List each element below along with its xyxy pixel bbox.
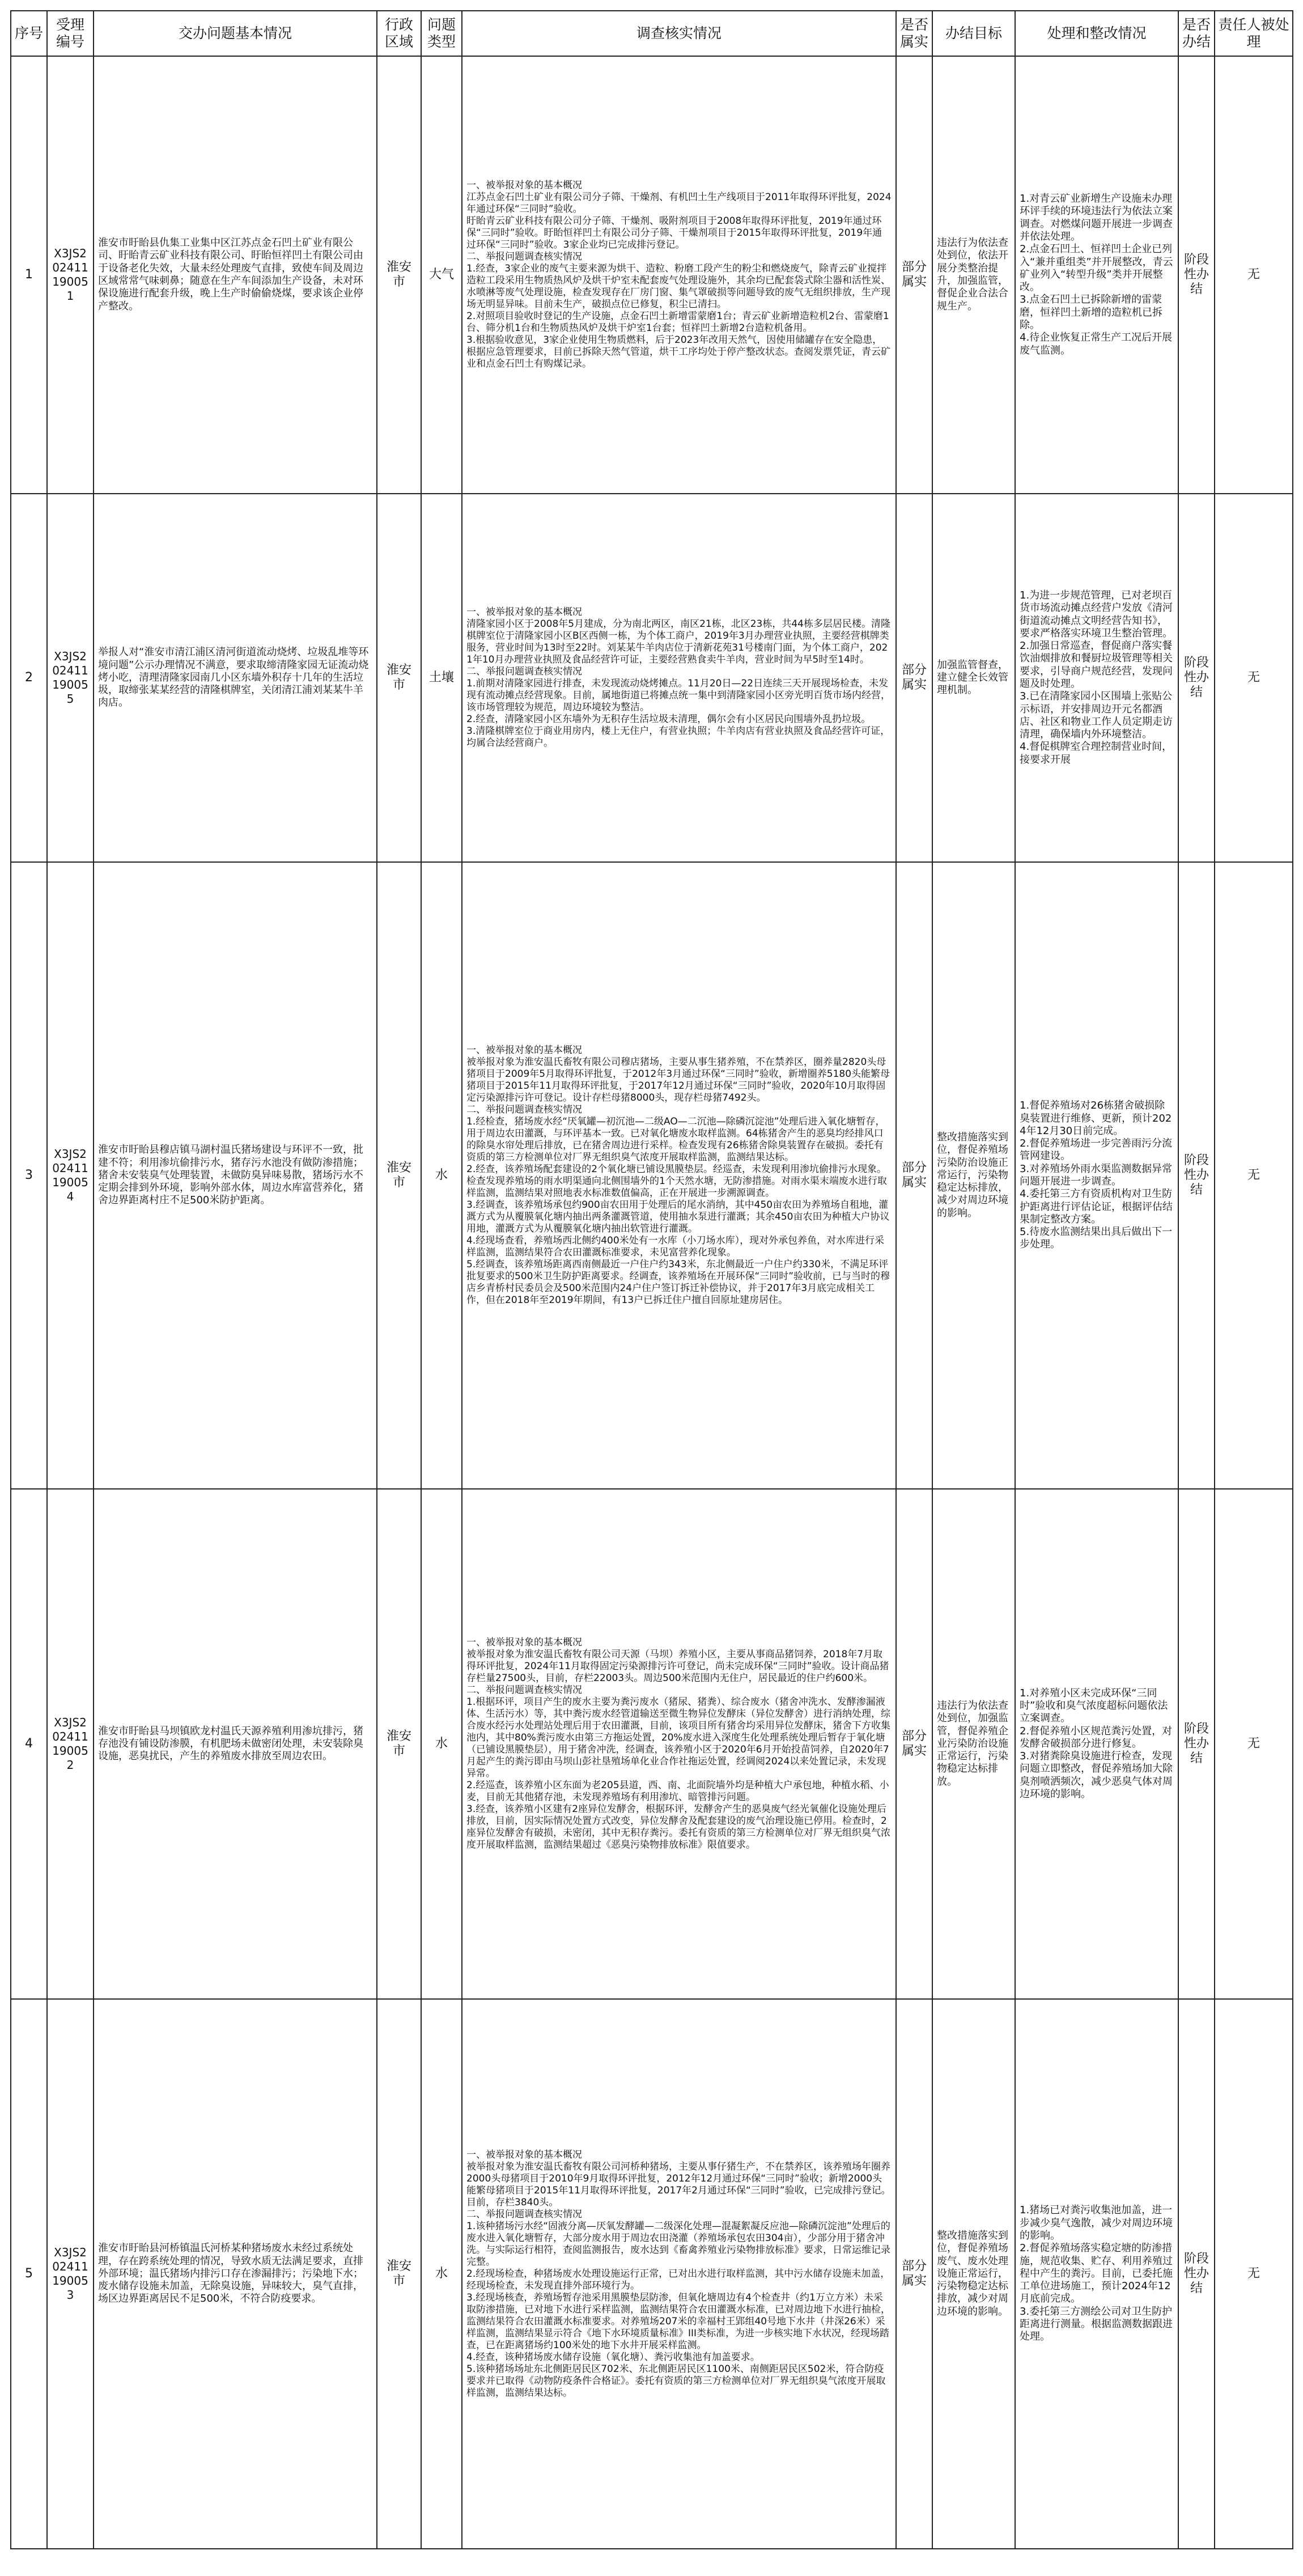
table-row (11, 56, 1293, 494)
investigation-text: 一、被举报对象的基本概况 被举报对象为淮安温氏畜牧有限公司河桥种猪场，主要从事仔猪生产，不在禁养区，该养殖场年圈养2000头母猪项目于2010年9月取得环评批复，2012年12月通过环保“三同时”验收；新增2000头能繁母猪项目于2015年11月取得环评批复，2017年2月通过环保“三同时”验收，已完成排污登记。目前，存栏3840头。 二、举报问题调查核实情况 1.该种猪场污水经“固液分离—厌氧发酵罐—二级深化处理—混凝絮凝反应池—除磷沉淀池”处理后的废水进入氧化塘暂存，大部分废水用于周边农田浇灌（养殖场承包农田304亩），少部分用于猪舍冲洗。与实际运行相符，查阅监测报告，废水达到《畜禽养殖业污染物排放标准》要求，日常运维记录完整。 2.经现场检查，种猪场废水处理设施运行正常，已对出水进行取样监测，其中污水储存设施未加盖，经现场检查，未发现直排外部环境行为。 3.经现场核查，养殖场暂存池采用黑膜垫层防渗，但氧化塘周边有4个检查井（约1万立方米）未采取防渗措施，已对地下水进行采样监测，监测结果符合农田灌溉水标准，已对周边地下水进行抽检，监测结果符合农田灌溉水标准要求。对养殖场207米的幸福村王郢组40号地下水井（井深26米）采样监测，监测结果显示符合《地下水环境质量标准》III类标准，为进一步核实地下水状况，经现场踏查，已在距离猪场约100米处的地下水井开展采样监测。 4.经查，该种猪场废水储存设施（氧化塘）、粪污收集池有加盖要求。 5.该种猪场场址东北侧距居民区702米、东北侧距居民区1100米、南侧距居民区502米，符合防疫要求并已取得《动物防疫条件合格证》。委托有资质的第三方检测单位对厂界无组织臭气浓度开展取样监测，监测结果达标。 (466, 2149, 891, 2399)
cell-id: X3JS202411190055 (47, 494, 94, 862)
investigation-text: 一、被举报对象的基本概况 清隆家园小区于2008年5月建成，分为南北两区，南区21栋，北区23栋，共44栋多层居民楼。清隆棋牌室位于清隆家园小区B区西侧一栋，为个体工商户，2019年3月办理营业执照，主要经营棋牌类服务，营业时间为13时至22时。刘某某牛羊肉店位于清新花苑31号楼南门面，为个体工商户，2021年10月办理营业执照及食品经营许可证，主要经营熟食卖牛羊肉，营业时间为早5时至14时。 二、举报问题调查核实情况 1.前期对清隆家园进行排查，未发现流动烧烤摊点。11月20日—22日连续三天开展现场检查，未发现有流动摊点经营现象。目前，属地街道已将摊点统一集中到清隆家园小区旁光明百货市场内经营，该市场管理较为规范，周边环境较为整洁。 2.经查，清隆家园小区东墙外为无积存生活垃圾未清理，偶尔会有小区居民向围墙外乱扔垃圾。 3.清隆棋牌室位于商业用房内，楼上无住户，有营业执照；牛羊肉店有营业执照及食品经营许可证，均属合法经营商户。 (466, 606, 890, 749)
goal-text: 违法行为依法查处到位，依法开展分类整治提升，加强监管，督促企业合法合规生产。 (937, 237, 1008, 312)
cell-verified: 部分属实 (896, 1489, 932, 1999)
cell-seq: 1 (11, 56, 47, 494)
table-row (11, 1999, 1293, 2549)
header-done: 是否办结 (1178, 11, 1215, 56)
cell-id: X3JS202411190053 (47, 1999, 94, 2549)
cell-region: 淮安市 (377, 56, 421, 494)
header-issue: 交办问题基本情况 (94, 11, 377, 56)
cell-done: 阶段性办结 (1178, 56, 1215, 494)
cell-type: 水 (421, 862, 462, 1489)
cell-handling (1015, 862, 1178, 1489)
cell-investigation (462, 56, 896, 494)
cell-investigation (462, 1999, 896, 2549)
cell-region: 淮安市 (377, 494, 421, 862)
issue-text: 淮安市盱眙县穆店镇马湖村温氏猪场建设与环评不一致，批建不符；利用渗坑偷排污水，猪存污水池没有做防渗措施；猪舍未安装臭气处理装置，未做防臭异味易散，猪场污水不定期会排到外环境，影响外部水体，周边水库富营养化，猪舍边界距离村庄不足500米防护距离。 (98, 1144, 363, 1207)
cell-seq: 4 (11, 1489, 47, 1999)
investigation-text: 一、被举报对象的基本概况 江苏点金石凹土矿业有限公司分子筛、干燥剂、有机凹土生产线项目于2011年取得环评批复，2024年通过环保“三同时”验收。 盱眙青云矿业科技有限公司分子筛、干燥剂、吸附剂项目于2008年取得环评批复，2019年通过环保“三同时”验收。盱眙恒祥凹土有限公司分子筛、干燥剂项目于2015年取得环评批复，2019年通过环保“三同时”验收。3家企业均已完成排污登记。 二、举报问题调查核实情况 1.经查，3家企业的废气主要来源为烘干、造粒、粉磨工段产生的粉尘和燃烧废气，除青云矿业搅拌造粒工段采用生物质热风炉及烘干炉室未配套废气处理设施外，其余均已配套袋式除尘器和活性炭、水喷淋等废气处理设施，检查发现存在厂房门窗、集气罩破损等问题导致的废气无组织排放，生产现场无明显异味。目前未生产，破损点位已修复，积尘已清扫。 2.对照项目验收时登记的生产设施，点金石凹土新增雷蒙磨1台；青云矿业新增造粒机2台、雷蒙磨1台、筛分机1台和生物质热风炉及烘干炉室1台套；恒祥凹土新增2台造粒机备用。 3.根据验收意见，3家企业使用生物质燃料，后于2023年改用天然气，因使用储罐存在安全隐患，根据应急管理要求，目前已拆除天然气管道，烘干工序均处于停产整改状态。查阅发票凭证，青云矿业和点金石凹土有购煤记录。 (466, 180, 892, 370)
header-investigation: 调查核实情况 (462, 11, 896, 56)
cell-handling (1015, 1999, 1178, 2549)
cell-punished: 无 (1215, 1999, 1293, 2549)
document-page (10, 10, 1292, 2549)
cell-verified: 部分属实 (896, 862, 932, 1489)
cell-punished: 无 (1215, 494, 1293, 862)
handling-text: 1.为进一步规范管理，已对老坝百货市场流动摊点经营户发放《清河街道流动摊点文明经营告知书》，要求严格落实环境卫生整治管理。 2.加强日常巡查，督促商户落实餐饮油烟排放和餐厨垃圾管理等相关要求，引导商户规范经营，发现问题及时处理。 3.已在清隆家园小区围墙上张贴公示标语，并安排周边开元名都酒店、社区和物业工作人员定期走访清理，确保墙内外环境整洁。 4.督促棋牌室合理控制营业时间，接要求开展 (1020, 589, 1173, 766)
cell-goal (932, 1489, 1015, 1999)
cell-handling (1015, 494, 1178, 862)
cell-type: 土壤 (421, 494, 462, 862)
header-type: 问题类型 (421, 11, 462, 56)
cell-verified: 部分属实 (896, 1999, 932, 2549)
cell-verified: 部分属实 (896, 56, 932, 494)
cell-punished: 无 (1215, 1489, 1293, 1999)
cell-handling (1015, 56, 1178, 494)
cell-handling (1015, 1489, 1178, 1999)
cell-issue (94, 1489, 377, 1999)
table-row (11, 1489, 1293, 1999)
table-header-row (11, 11, 1293, 56)
header-goal: 办结目标 (932, 11, 1015, 56)
cell-goal (932, 56, 1015, 494)
investigation-text: 一、被举报对象的基本概况 被举报对象为淮安温氏畜牧有限公司穆店猪场，主要从事生猪养殖，不在禁养区，圈养量2820头母猪项目于2009年5月取得环评批复，于2012年3月通过环保“三同时”验收，新增圈养5180头能繁母猪项目于2015年11月取得环评批复，于2017年12月通过环保“三同时”验收，2020年10月取得固定污染源排污许可登记。设计存栏母猪8000头，现存栏母猪7492头。 二、举报问题调查核实情况 1.经检查，猪场废水经“厌氧罐—初沉池—二级AO—二沉池—除磷沉淀池”处理后进入氧化塘暂存，用于周边农田灌溉，与环评基本一致。已对氧化塘废水取样监测。64栋猪舍产生的恶臭均经排风口的除臭水帘处理后排放，已在猪舍周边进行采样。检查发现有26栋猪舍除臭装置存在破损。委托有资质的第三方检测单位对厂界无组织臭气浓度开展取样监测，监测结果达标。 2.经查，该养殖场配套建设的2个氧化塘已铺设黑膜垫层。经巡查，未发现利用渗坑偷排污水现象。检查发现养殖场的雨水明渠通向北侧围墙外的1个天然水塘，无防渗措施。对雨水渠末端废水进行取样监测，监测结果对照地表水标准数值偏高，正在开展进一步溯源调查。 3.经调查，该养殖场承包约900亩农田用于处理后的尾水消纳，其中450亩农田为养殖场自租地，灌溉方式为从覆膜氧化塘内抽出两条灌溉管道，使用抽水泵进行灌溉；其余450亩农田为种植大户协议用地，灌溉方式为从覆膜氧化塘内抽出软管进行灌溉。 4.经现场查看，养殖场西北侧约400米处有一水库（小刀场水库），现对外承包养鱼，对水库进行采样监测，监测结果符合农田灌溉标准要求，未见富营养化现象。 5.经调查，该养殖场距离西南侧最近一户住户约343米，东北侧最近一户住户约330米，不满足环评批复要求的500米卫生防护距离要求。经调查，该养殖场在开展环保“三同时”验收前，已与当时的穆店乡青桥村民委员会及500米范围内24户住户签订拆迁补偿协议，并于2017年3月底完成相关工作，但在2018年至2019年期间，有13户已拆迁住户擅自回原址建房居住。 (466, 1045, 890, 1306)
issue-text: 淮安市盱眙县仇集工业集中区江苏点金石凹土矿业有限公司、盱眙青云矿业科技有限公司、盱眙恒祥凹土有限公司由于设备老化失效，大量未经处理废气直排，致使车间及周边区域常常气味刺鼻；随意在生产车间添加生产设备，未对环保设施进行配套升级，晚上生产时偷偷烧煤，要求该企业停产整改。 (98, 237, 363, 312)
cell-investigation (462, 862, 896, 1489)
cell-goal (932, 1999, 1015, 2549)
cell-punished: 无 (1215, 56, 1293, 494)
header-region: 行政区域 (377, 11, 421, 56)
cell-done: 阶段性办结 (1178, 494, 1215, 862)
cell-seq: 5 (11, 1999, 47, 2549)
cell-verified: 部分属实 (896, 494, 932, 862)
cell-id: X3JS202411190052 (47, 1489, 94, 1999)
cell-goal (932, 862, 1015, 1489)
issue-text: 举报人对“淮安市清江浦区清河街道流动烧烤、垃圾乱堆等环境问题”公示办理情况不满意，要求取缔清隆家园无证流动烧烤小吃，清理清隆家园南几小区东墙外积存十几年的生活垃圾，取缔张某某经营的清隆棋牌室，关闭清江浦刘某某牛羊肉店。 (98, 646, 369, 709)
issue-text: 淮安市盱眙县河桥镇温氏河桥某种猪场废水未经过系统处理，存在跨系统处理的情况，导致水质无法满足要求，直排外部环境；温氏猪场内排污口存在渗漏排污；污染地下水；废水储存设施未加盖，无除臭设施，异味较大，臭气直排，场区边界距离居民不足500米，不符合防疫要求。 (98, 2242, 363, 2305)
cell-punished: 无 (1215, 862, 1293, 1489)
header-verified: 是否属实 (896, 11, 932, 56)
cell-done: 阶段性办结 (1178, 1999, 1215, 2549)
cell-region: 淮安市 (377, 862, 421, 1489)
cell-region: 淮安市 (377, 1999, 421, 2549)
cell-seq: 2 (11, 494, 47, 862)
handling-text: 1.督促养殖场对26栋猪舍破损除臭装置进行维修、更新，预计2024年12月30日前完成。 2.督促养殖场进一步完善雨污分流管网建设。 3.对养殖场外雨水渠监测数据异常问题开展进一步调查。 4.委托第三方有资质机构对卫生防护距离进行评估论证，根据评估结果制定整改方案。 5.待废水监测结果出具后做出下一步处理。 (1020, 1100, 1173, 1251)
goal-text: 整改措施落实到位，督促养殖场污染防治设施正常运行，污染物稳定达标排放，减少对周边环境的影响。 (937, 1131, 1008, 1219)
goal-text: 违法行为依法查处到位，加强监管，督促养殖企业污染防治设施正常运行，污染物稳定达标排放。 (937, 1699, 1008, 1788)
goal-text: 加强监管督查，建立健全长效管理机制。 (937, 659, 1008, 697)
cell-type: 大气 (421, 56, 462, 494)
goal-text: 整改措施落实到位，督促养殖场废气、废水处理设施正常运行，污染物稳定达标排放，减少对周边环境的影响。 (937, 2229, 1008, 2318)
cell-goal (932, 494, 1015, 862)
handling-text: 1.猪场已对粪污收集池加盖，进一步减少臭气逸散，减少对周边环境的影响。 2.督促养殖场落实稳定塘的防渗措施，规范收集、贮存、利用养殖过程中产生的粪污。目前，已委托施工单位进场施工，预计2024年12月底前完成。 3.委托第三方测绘公司对卫生防护距离进行测量。根据监测数据跟进处理。 (1020, 2204, 1173, 2343)
handling-text: 1.对养殖小区未完成环保“三同时”验收和臭气浓度超标问题依法立案调查。 2.督促养殖小区规范粪污处置，对发酵舍破损部分进行修复。 3.对猪粪除臭设施进行检查，发现问题立即整改，督促养殖场加大除臭剂喷洒频次，减少恶臭气体对周边环境的影响。 (1020, 1687, 1173, 1801)
cell-issue (94, 1999, 377, 2549)
table-row (11, 494, 1293, 862)
petition-table (10, 10, 1293, 2549)
header-id: 受理编号 (47, 11, 94, 56)
cell-done: 阶段性办结 (1178, 1489, 1215, 1999)
header-handling: 处理和整改情况 (1015, 11, 1178, 56)
cell-type: 水 (421, 1999, 462, 2549)
cell-done: 阶段性办结 (1178, 862, 1215, 1489)
cell-issue (94, 494, 377, 862)
investigation-text: 一、被举报对象的基本概况 被举报对象为淮安温氏畜牧有限公司天源（马坝）养殖小区，主要从事商品猪饲养，2018年7月取得环评批复，2024年11月取得固定污染源排污许可登记，尚未完成环保“三同时”验收。设计商品猪存栏量27500头，目前，存栏22003头。周边500米范围内无住户，居民最近的住户约600米。 二、举报问题调查核实情况 1.根据环评，项目产生的废水主要为粪污废水（猪尿、猪粪）、综合废水（猪舍冲洗水、发酵渗漏液体、生活污水）等，其中粪污废水经管道输送至微生物异位发酵床（异位发酵舍）进行消纳处理，综合废水经污水处理站处理后用于农田灌溉，目前，该项目所有猪舍均采用异位发酵床，猪舍下方收集池内，其中80%粪污废水由第三方拖运处置，20%废水进入深度生化处理系统处理后暂存于氧化塘（已铺设黑膜垫层），用于猪舍冲洗，经调查，该养殖小区于2020年6月开始投苗饲养，自2020年7月起产生的粪污即由马坝山彭社垦殖场单化业合作社拖运处置，经调阅2024以来处置记录，未发现异常。 2.经巡查，该养殖小区东面为老205县道，西、南、北面院墙外均是种植大户承包地，种植水稻、小麦，目前无其他猪存池，未发现养殖场有利用渗坑、暗管排污问题。 3.经查，该养殖小区建有2座异位发酵舍，根据环评，发酵舍产生的恶臭废气经光氧催化设施处理后排放，目前，因实际情况处置方式改变，异位发酵舍及配套建设的废气治理设施已停用。检查时，2座异位发酵舍有破损，未密闭，其中无积存粪污。委托有资质的第三方检测单位对厂界无组织臭气浓度开展取样监测，监测结果超过《恶臭污染物排放标准》限值要求。 (466, 1637, 890, 1851)
cell-issue (94, 56, 377, 494)
cell-id: X3JS202411190054 (47, 862, 94, 1489)
cell-issue (94, 862, 377, 1489)
header-punished: 责任人被处理 (1215, 11, 1293, 56)
cell-investigation (462, 494, 896, 862)
cell-region: 淮安市 (377, 1489, 421, 1999)
cell-seq: 3 (11, 862, 47, 1489)
cell-investigation (462, 1489, 896, 1999)
issue-text: 淮安市盱眙县马坝镇欧龙村温氏天源养殖利用渗坑排污，猪存池没有铺设防渗膜，有机肥场未做密闭处理，未安装除臭设施，恶臭扰民，产生的养殖废水排放至周边农田。 (98, 1725, 363, 1763)
handling-text: 1.对青云矿业新增生产设施未办理环评手续的环境违法行为依法立案调查。对燃煤问题开展进一步调查并依法处理。 2.点金石凹土、恒祥凹土企业已列入“兼并重组类”并开展整改，青云矿业列入“转型升级”类并开展整改。 3.点金石凹土已拆除新增的雷蒙磨，恒祥凹土新增的造粒机已拆除。 4.待企业恢复正常生产工况后开展废气监测。 (1020, 193, 1173, 357)
table-row (11, 862, 1293, 1489)
header-seq: 序号 (11, 11, 47, 56)
cell-type: 水 (421, 1489, 462, 1999)
cell-id: X3JS202411190051 (47, 56, 94, 494)
